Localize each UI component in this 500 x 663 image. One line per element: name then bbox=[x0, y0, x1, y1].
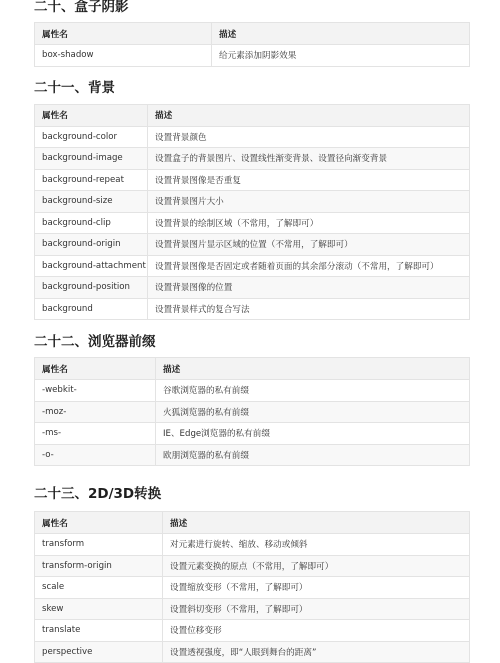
cell-property: background-origin bbox=[35, 234, 148, 256]
header-property: 属性名 bbox=[35, 512, 163, 534]
table-row bbox=[35, 577, 470, 599]
cell-property: background bbox=[35, 298, 148, 320]
cell-description: 谷歌浏览器的私有前缀 bbox=[156, 380, 470, 402]
cell-property: background-size bbox=[35, 191, 148, 213]
cell-property: -webkit- bbox=[35, 380, 156, 402]
table-row bbox=[35, 298, 470, 320]
cell-property: background-color bbox=[35, 126, 148, 148]
table-row bbox=[35, 148, 470, 170]
cell-property: translate bbox=[35, 620, 163, 642]
cell-description: 欧朋浏览器的私有前缀 bbox=[156, 444, 470, 466]
table-row bbox=[35, 423, 470, 445]
cell-description: 设置斜切变形（不常用，了解即可） bbox=[163, 598, 470, 620]
cell-description: 火狐浏览器的私有前缀 bbox=[156, 401, 470, 423]
table-row bbox=[35, 380, 470, 402]
header-property: 属性名 bbox=[35, 23, 212, 45]
cell-description: 设置位移变形 bbox=[163, 620, 470, 642]
cell-property: skew bbox=[35, 598, 163, 620]
table-row bbox=[35, 234, 470, 256]
cell-description: 对元素进行旋转、缩放、移动或倾斜 bbox=[163, 534, 470, 556]
table-header-row bbox=[35, 512, 470, 534]
cell-description: 给元素添加阴影效果 bbox=[212, 45, 470, 67]
table-row bbox=[35, 277, 470, 299]
cell-description: IE、Edge浏览器的私有前缀 bbox=[156, 423, 470, 445]
cell-property: background-repeat bbox=[35, 169, 148, 191]
table-row bbox=[35, 641, 470, 663]
header-property: 属性名 bbox=[35, 104, 148, 126]
table-browser-prefix bbox=[34, 357, 470, 466]
section-title-box-shadow: 二十、盒子阴影 bbox=[34, 0, 129, 15]
table-box-shadow bbox=[34, 22, 470, 67]
cell-property: scale bbox=[35, 577, 163, 599]
table-row bbox=[35, 444, 470, 466]
header-description: 描述 bbox=[163, 512, 470, 534]
cell-description: 设置背景的绘制区域（不常用，了解即可） bbox=[148, 212, 470, 234]
header-property: 属性名 bbox=[35, 358, 156, 380]
header-description: 描述 bbox=[212, 23, 470, 45]
table-header-row bbox=[35, 104, 470, 126]
cell-property: background-attachment bbox=[35, 255, 148, 277]
cell-description: 设置盒子的背景图片、设置线性渐变背景、设置径向渐变背景 bbox=[148, 148, 470, 170]
cell-property: perspective bbox=[35, 641, 163, 663]
header-description: 描述 bbox=[148, 104, 470, 126]
cell-property: background-image bbox=[35, 148, 148, 170]
section-title-background: 二十一、背景 bbox=[34, 79, 115, 96]
section-title-transform: 二十三、2D/3D转换 bbox=[34, 486, 162, 502]
cell-description: 设置背景颜色 bbox=[148, 126, 470, 148]
cell-property: background-position bbox=[35, 277, 148, 299]
cell-property: box-shadow bbox=[35, 45, 212, 67]
cell-description: 设置透视强度，即“人眼到舞台的距离” bbox=[163, 641, 470, 663]
cell-description: 设置缩放变形（不常用，了解即可） bbox=[163, 577, 470, 599]
table-header-row bbox=[35, 23, 470, 45]
cell-property: -ms- bbox=[35, 423, 156, 445]
table-row bbox=[35, 169, 470, 191]
cell-description: 设置背景图片大小 bbox=[148, 191, 470, 213]
table-row bbox=[35, 126, 470, 148]
cell-property: transform bbox=[35, 534, 163, 556]
cell-description: 设置背景图像是否固定或者随着页面的其余部分滚动（不常用，了解即可） bbox=[148, 255, 470, 277]
cell-property: -o- bbox=[35, 444, 156, 466]
cell-description: 设置背景图片显示区域的位置（不常用，了解即可） bbox=[148, 234, 470, 256]
cell-description: 设置背景样式的复合写法 bbox=[148, 298, 470, 320]
cell-property: transform-origin bbox=[35, 555, 163, 577]
table-row bbox=[35, 45, 470, 67]
table-row bbox=[35, 598, 470, 620]
header-description: 描述 bbox=[156, 358, 470, 380]
table-row bbox=[35, 212, 470, 234]
table-row bbox=[35, 401, 470, 423]
table-row bbox=[35, 534, 470, 556]
table-row bbox=[35, 255, 470, 277]
cell-property: background-clip bbox=[35, 212, 148, 234]
table-transform bbox=[34, 511, 470, 663]
cell-description: 设置背景图像是否重复 bbox=[148, 169, 470, 191]
table-background bbox=[34, 104, 470, 321]
table-row bbox=[35, 191, 470, 213]
table-row bbox=[35, 620, 470, 642]
cell-description: 设置背景图像的位置 bbox=[148, 277, 470, 299]
table-row bbox=[35, 555, 470, 577]
table-header-row bbox=[35, 358, 470, 380]
cell-description: 设置元素变换的原点（不常用，了解即可） bbox=[163, 555, 470, 577]
section-title-browser-prefix: 二十二、浏览器前缀 bbox=[34, 334, 156, 350]
cell-property: -moz- bbox=[35, 401, 156, 423]
